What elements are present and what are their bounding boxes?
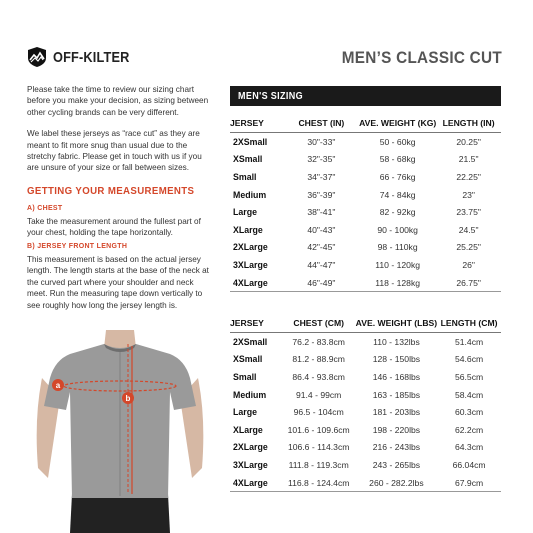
cell-length: 60.3cm [454,407,484,418]
cell-jersey-size: Medium [233,389,267,400]
cell-weight: 118 - 128kg [359,274,436,292]
cell-length: 56.5cm [454,371,484,382]
cell-chest: 46"-49" [284,274,359,292]
sizing-band [230,86,501,106]
cell-chest: 116.8 - 124.4cm [282,474,356,492]
table-row [230,421,501,439]
cell-chest: 40"-43" [307,224,336,235]
table-row [230,474,501,492]
chest-subheading: A) CHEST [27,205,63,213]
marker-b-label: b [125,394,131,403]
table-row [230,333,501,351]
cell-jersey-size: Large [233,207,257,218]
intro-paragraph-1: Please take the time to review our sizing chart before you make your decision, as sizing between other cycling brands can be very different. [27,85,209,117]
table-row [230,439,501,457]
cell-length: 25.25" [456,242,481,253]
cell-weight: 66 - 76kg [379,171,416,182]
cell-jersey-size: XLarge [233,424,263,435]
length-subheading: B) JERSEY FRONT LENGTH [27,243,128,251]
table-row [230,351,501,369]
imperial-size-table [230,114,501,292]
cell-jersey-size: XSmall [233,154,263,165]
cell-jersey-size: 2XLarge [233,242,268,253]
cell-weight: 198 - 220lbs [372,424,421,435]
cell-length: 26.75" [436,274,501,292]
cell-chest: 38"-41" [307,207,336,218]
cell-weight: 50 - 60kg [379,136,416,147]
cell-weight: 98 - 110kg [377,242,418,253]
cell-jersey-size: XSmall [233,354,263,365]
cell-chest: 96.5 - 104cm [293,407,344,418]
cell-jersey-size: 3XLarge [233,459,268,470]
cell-chest: 44"-47" [307,259,336,270]
cell-length: 21.5" [458,154,479,165]
cell-length: 22.25" [456,171,481,182]
header-weight: AVE. WEIGHT (LBS) [356,314,437,333]
table-row [230,221,501,239]
metric-size-table [230,314,501,492]
page-title: MEN’S CLASSIC CUT [341,48,502,67]
table-row [230,368,501,386]
sizing-band-label: MEN'S SIZING [238,91,303,102]
header-length: LENGTH (IN) [436,114,501,133]
cell-weight: 181 - 203lbs [372,407,421,418]
cell-weight: 216 - 243lbs [372,442,421,453]
table-header-row [230,114,501,133]
table-header-row [230,314,501,333]
cell-chest: 101.6 - 109.6cm [287,424,350,435]
cell-weight: 110 - 132lbs [373,336,420,347]
cell-weight: 110 - 120kg [375,259,421,270]
cell-weight: 128 - 150lbs [372,354,421,365]
cell-chest: 86.4 - 93.8cm [292,371,345,382]
header-chest: CHEST (CM) [282,314,356,333]
table-row [230,186,501,204]
cell-jersey-size: 2XLarge [233,442,268,453]
cell-jersey-size: Medium [233,189,267,200]
cell-chest: 34"-37" [307,171,336,182]
cell-chest: 76.2 - 83.8cm [292,336,345,347]
cell-length: 67.9cm [437,474,501,492]
cell-jersey-size: 2XSmall [233,336,268,347]
cell-length: 62.2cm [454,424,484,435]
header-jersey: JERSEY [230,114,284,133]
cell-chest: 81.2 - 88.9cm [292,354,345,365]
cell-weight: 243 - 265lbs [372,459,421,470]
cell-weight: 260 - 282.2lbs [356,474,437,492]
table-row [230,133,501,151]
cell-weight: 74 - 84kg [379,189,416,200]
table-row [230,456,501,474]
intro-paragraph-2: We label these jerseys as “race cut” as they are meant to fit more snug than usual due to the stretchy fabric. Please get in touch with us if you are unsure of your size or fall between sizes. [27,129,202,173]
brand-header [27,46,143,68]
table-row [230,168,501,186]
cell-chest: 111.8 - 119.3cm [288,459,349,470]
cell-jersey-size: 4XLarge [230,274,284,292]
brand-logo-icon [27,46,47,68]
cell-chest: 106.6 - 114.3cm [287,442,350,453]
shorts [70,494,170,533]
table-row [230,403,501,421]
table-row [230,274,501,292]
marker-a-label: a [55,381,61,390]
cell-weight: 163 - 185lbs [372,389,421,400]
cell-weight: 82 - 92kg [379,207,416,218]
cell-weight: 90 - 100kg [377,224,418,235]
brand-name: OFF-KILTER [53,48,130,66]
cell-jersey-size: 3XLarge [233,259,268,270]
cell-chest: 32"-35" [307,154,336,165]
cell-length: 54.6cm [454,354,484,365]
cell-chest: 91.4 - 99cm [295,389,342,400]
header-length: LENGTH (CM) [437,314,501,333]
info-column [27,84,212,321]
table-row [230,256,501,274]
neck [104,330,136,348]
header-jersey: JERSEY [230,314,282,333]
header-weight: AVE. WEIGHT (KG) [359,114,436,133]
cell-jersey-size: Large [233,407,257,418]
cell-jersey-size: Small [233,171,257,182]
cell-length: 64.3cm [454,442,484,453]
measurements-heading: GETTING YOUR MEASUREMENTS [27,184,195,197]
cell-chest: 36"-39" [307,189,336,200]
cell-length: 51.4cm [454,336,484,347]
cell-weight: 146 - 168lbs [372,371,421,382]
cell-length: 24.5" [458,224,479,235]
cell-jersey-size: XLarge [233,224,263,235]
chest-instructions: Take the measurement around the fullest part of your chest, holding the tape horizontally. [27,216,201,238]
header-chest: CHEST (IN) [284,114,359,133]
cell-jersey-size: 2XSmall [233,136,268,147]
cell-chest: 30"-33" [307,136,336,147]
cell-jersey-size: Small [233,371,257,382]
length-instructions: This measurement is based on the actual jersey length. The length starts at the base of the neck at the curved part where your shoulder and neck meet. Run the measuring tape down vertically to see roughly how long the jersey length is. [27,254,209,310]
cell-weight: 58 - 68kg [379,154,416,165]
cell-chest: 42"-45" [307,242,336,253]
cell-length: 58.4cm [454,389,484,400]
cell-length: 66.04cm [452,459,486,470]
table-row [230,239,501,257]
table-row [230,203,501,221]
cell-length: 20.25" [456,136,481,147]
table-row [230,151,501,169]
cell-length: 26" [462,259,475,270]
cell-length: 23.75" [456,207,481,218]
cell-jersey-size: 4XLarge [230,474,282,492]
measurement-figure [20,318,220,533]
table-row [230,386,501,404]
cell-length: 23" [462,189,475,200]
